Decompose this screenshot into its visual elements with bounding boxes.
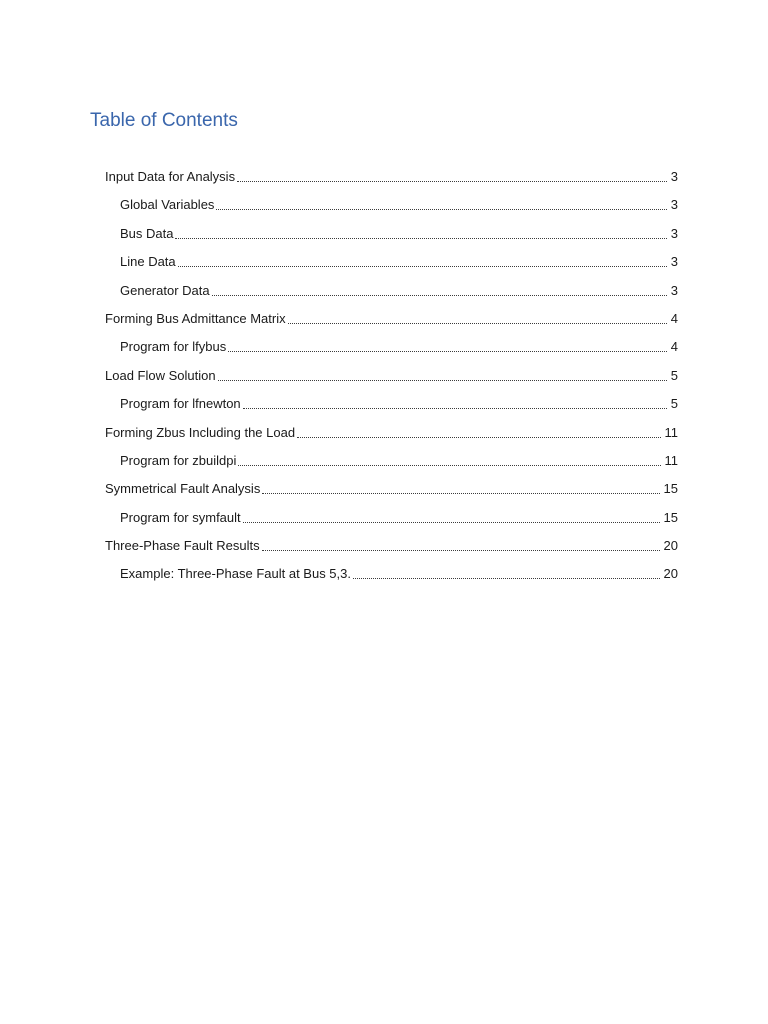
toc-entry-page: 20	[663, 538, 678, 554]
toc-entry[interactable]	[105, 309, 678, 337]
toc-entry[interactable]	[120, 564, 678, 592]
toc-entry-page: 15	[663, 509, 678, 525]
toc-entry-title: Program for symfault	[120, 508, 243, 528]
toc-entry[interactable]	[105, 366, 678, 394]
toc-entry-title: Input Data for Analysis	[105, 167, 237, 187]
toc-entry-title: Forming Zbus Including the Load	[105, 423, 297, 443]
toc-entry-page: 11	[664, 452, 678, 468]
toc-entry-page: 3	[670, 169, 678, 184]
toc-leader-dots	[243, 394, 667, 414]
toc-entry[interactable]	[120, 224, 678, 252]
toc-entry-page: 20	[663, 566, 678, 582]
toc-entry-page: 15	[663, 481, 678, 497]
toc-entry-title: Load Flow Solution	[105, 366, 218, 386]
toc-entry[interactable]	[105, 479, 678, 507]
toc-entry[interactable]	[120, 394, 678, 422]
toc-heading: Table of Contents	[90, 110, 238, 131]
toc-leader-dots	[262, 479, 659, 499]
toc-leader-dots	[353, 564, 660, 584]
toc-leader-dots	[297, 423, 660, 443]
toc-entry-title: Program for zbuildpi	[120, 451, 238, 471]
toc-leader-dots	[237, 167, 667, 187]
toc-leader-dots	[216, 195, 666, 215]
toc-leader-dots	[218, 366, 667, 386]
toc-entry[interactable]	[120, 337, 678, 365]
toc-entry[interactable]	[120, 195, 678, 223]
toc-entry[interactable]	[120, 252, 678, 280]
toc-entry[interactable]	[120, 281, 678, 309]
toc-leader-dots	[228, 337, 667, 357]
toc-entry-page: 4	[670, 310, 678, 326]
toc-entry-title: Global Variables	[120, 195, 216, 215]
toc-leader-dots	[178, 252, 667, 272]
toc-entry-title: Program for lfnewton	[120, 394, 243, 414]
toc-entry-page: 3	[670, 225, 678, 241]
toc-entry[interactable]	[120, 508, 678, 536]
toc-entry-page: 5	[670, 367, 678, 383]
toc-list	[0, 167, 768, 593]
toc-entry-title: Bus Data	[120, 224, 175, 244]
toc-entry-title: Forming Bus Admittance Matrix	[105, 309, 288, 329]
toc-leader-dots	[262, 536, 660, 556]
toc-entry-page: 11	[664, 424, 678, 440]
toc-entry-page: 5	[670, 396, 678, 412]
toc-entry-page: 4	[670, 339, 678, 355]
toc-leader-dots	[238, 451, 660, 471]
toc-leader-dots	[243, 508, 660, 528]
toc-entry-page: 3	[670, 197, 678, 213]
toc-leader-dots	[212, 281, 667, 301]
toc-entry-title: Symmetrical Fault Analysis	[105, 479, 262, 499]
toc-entry[interactable]	[105, 167, 678, 195]
toc-entry[interactable]	[105, 536, 678, 564]
toc-entry-title: Generator Data	[120, 281, 212, 301]
toc-leader-dots	[175, 224, 666, 244]
toc-entry[interactable]	[105, 423, 678, 451]
toc-entry-page: 3	[670, 282, 678, 298]
toc-entry-title: Line Data	[120, 252, 178, 272]
toc-entry[interactable]	[120, 451, 678, 479]
toc-entry-title: Three-Phase Fault Results	[105, 536, 262, 556]
toc-entry-title: Program for lfybus	[120, 337, 228, 357]
toc-entry-title: Example: Three-Phase Fault at Bus 5,3.	[120, 564, 353, 584]
toc-entry-page: 3	[670, 254, 678, 270]
toc-leader-dots	[288, 309, 667, 329]
